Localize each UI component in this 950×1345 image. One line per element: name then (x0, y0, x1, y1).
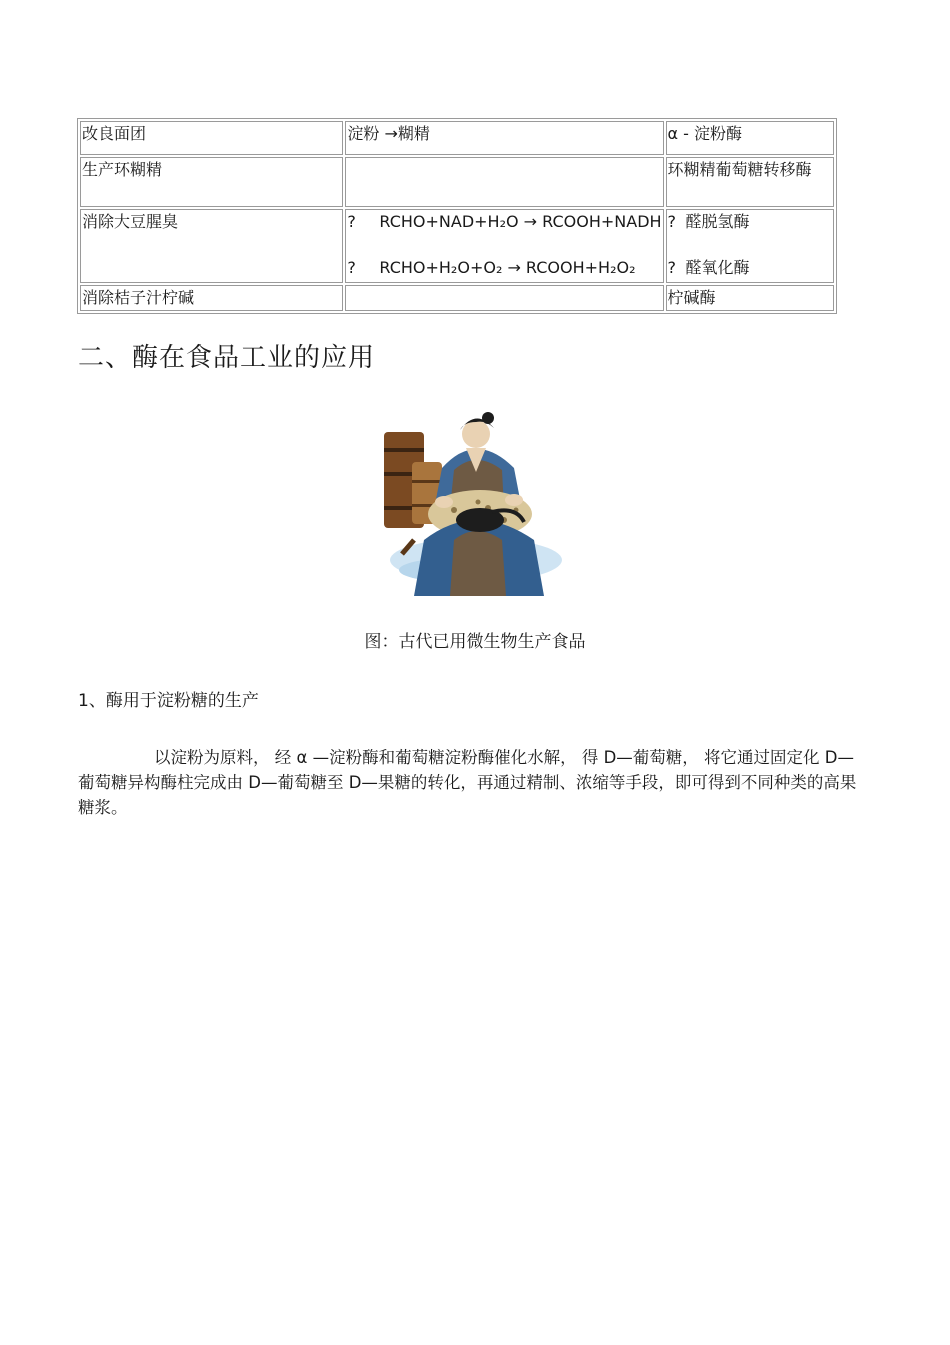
application-cell: 生产环糊精 (80, 157, 343, 207)
table-row (80, 285, 834, 311)
enzyme-cell (666, 209, 834, 283)
figure-caption: 图：古代已用微生物生产食品 (364, 632, 586, 652)
enzyme-cell (666, 285, 834, 311)
enzyme-line (668, 210, 832, 234)
table-row (80, 121, 834, 155)
enzyme-text: 醛氧化酶 (685, 258, 750, 277)
application-cell: 消除大豆腥臭 (80, 209, 343, 283)
enzyme-text: 环糊精葡萄糖转移酶 (667, 160, 812, 179)
ancient-food-production-illustration (384, 410, 564, 596)
reaction-text: RCHO+NAD+H₂O → RCOOH+NADH (379, 212, 662, 231)
unknown-glyph: ? (667, 212, 677, 231)
enzyme-cell (666, 121, 834, 155)
reaction-cell (345, 209, 663, 283)
reaction-text: 淀粉 →糊精 (347, 124, 430, 143)
table-row (80, 157, 834, 207)
reaction-line (347, 210, 661, 234)
reaction-line (347, 256, 661, 280)
body-paragraph: 以淀粉为原料， 经 α —淀粉酶和葡萄糖淀粉酶催化水解， 得 D—葡萄糖， 将它通过固定化 D—葡萄糖异构酶柱完成由 D—葡萄糖至 D—果糖的转化，再通过精制、浓缩等手段，即可得到不同种类的高果糖浆。 (78, 748, 857, 817)
enzyme-application-table (77, 118, 837, 314)
application-cell: 改良面团 (80, 121, 343, 155)
unknown-glyph: ? (347, 258, 356, 277)
application-cell: 消除桔子汁柠碱 (80, 285, 343, 311)
table-row (80, 209, 834, 283)
enzyme-text: 醛脱氢酶 (685, 212, 750, 231)
enzyme-text: α - 淀粉酶 (667, 124, 743, 143)
reaction-cell (345, 121, 663, 155)
enzyme-cell (666, 157, 834, 207)
subsection-heading: 1、酶用于淀粉糖的生产 (78, 691, 259, 711)
reaction-cell (345, 157, 663, 207)
section-heading: 二、酶在食品工业的应用 (78, 343, 376, 373)
enzyme-line (668, 256, 832, 280)
unknown-glyph: ? (667, 258, 677, 277)
enzyme-text: 柠碱酶 (667, 288, 716, 307)
reaction-cell (345, 285, 663, 311)
reaction-text: RCHO+H₂O+O₂ → RCOOH+H₂O₂ (379, 258, 636, 277)
unknown-glyph: ? (347, 212, 356, 231)
